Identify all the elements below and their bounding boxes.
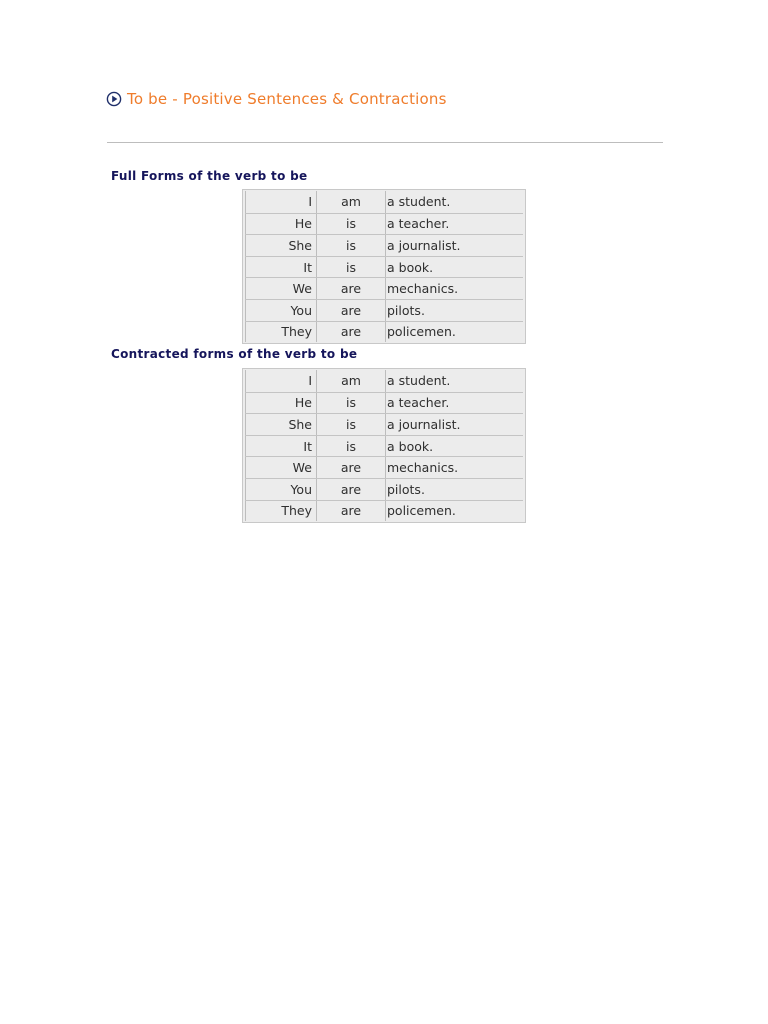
table-row [245,256,523,278]
table-row [245,299,523,321]
page-title: To be - Positive Sentences & Contractions [127,90,447,108]
complement-cell: a journalist. [387,416,461,432]
table-row [245,392,523,414]
table-row [245,370,523,392]
verb-cell: am [317,370,386,392]
complement-cell: a book. [387,438,434,454]
table-row [245,456,523,478]
verb-cell: am [317,191,386,213]
subject-cell: You [245,300,317,321]
verb-cell: is [317,214,386,235]
subject-cell: They [245,322,317,343]
complement-cell: a teacher. [387,216,450,232]
contracted-forms-table [242,368,526,523]
table-row [245,213,523,235]
verb-cell: are [317,278,386,299]
verb-cell: is [317,235,386,256]
subject-cell: They [245,501,317,522]
complement-cell: mechanics. [387,281,459,297]
verb-cell: is [317,414,386,435]
subject-cell: It [245,436,317,457]
subject-cell: We [245,278,317,299]
subject-cell: He [245,393,317,414]
complement-cell: a journalist. [387,237,461,253]
table-row [245,321,523,343]
table-row [245,478,523,500]
complement-cell: pilots. [387,481,425,497]
verb-cell: is [317,257,386,278]
subject-cell: I [245,191,317,213]
table-row [245,234,523,256]
subject-cell: You [245,479,317,500]
subject-cell: She [245,414,317,435]
subject-cell: It [245,257,317,278]
subject-cell: He [245,214,317,235]
table-row [245,277,523,299]
complement-cell: mechanics. [387,460,459,476]
complement-cell: a teacher. [387,395,450,411]
complement-cell: a student. [387,194,451,210]
table-row [245,500,523,522]
verb-cell: are [317,479,386,500]
play-circle-icon [106,91,122,107]
contracted-forms-heading: Contracted forms of the verb to be [111,347,358,361]
table-row [245,413,523,435]
table-row [245,435,523,457]
table-row [245,191,523,213]
complement-cell: a book. [387,259,434,275]
verb-cell: are [317,322,386,343]
full-forms-table [242,189,526,344]
title-divider [107,142,663,143]
complement-cell: pilots. [387,302,425,318]
complement-cell: policemen. [387,503,456,519]
subject-cell: We [245,457,317,478]
subject-cell: I [245,370,317,392]
verb-cell: are [317,300,386,321]
verb-cell: are [317,457,386,478]
subject-cell: She [245,235,317,256]
full-forms-heading: Full Forms of the verb to be [111,169,308,183]
verb-cell: is [317,393,386,414]
verb-cell: are [317,501,386,522]
page-heading [106,90,447,108]
complement-cell: a student. [387,373,451,389]
verb-cell: is [317,436,386,457]
complement-cell: policemen. [387,324,456,340]
